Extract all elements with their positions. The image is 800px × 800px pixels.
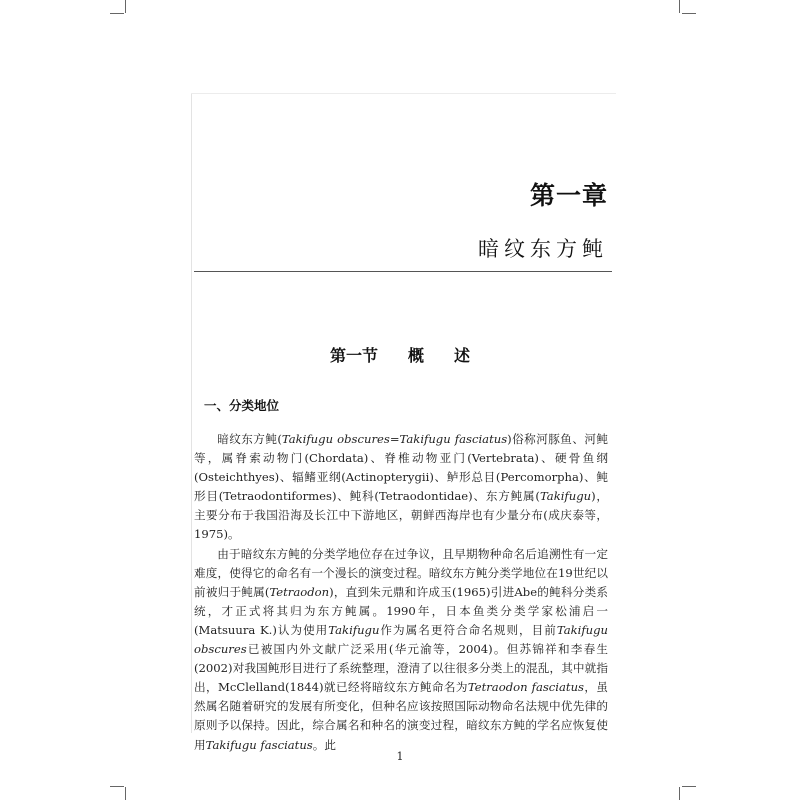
- section-title-part1: 概: [407, 346, 424, 365]
- section-number: 第一节: [329, 346, 378, 365]
- subsection-heading: 一、分类地位: [204, 398, 280, 413]
- paragraph: 暗纹东方鲀(Takifugu obscures=Takifugu fasciatus)俗称河豚鱼、河鲀等，属脊索动物门(Chordata)、脊椎动物亚门(Vertebrata)、硬骨鱼纲(Osteichthyes)、辐鳍亚纲(Actinopterygii)、鲈形总目(Percomorpha)、鲀形目(Tetraodontiformes)、鲀科(Tetraodontidae)、东方鲀属(Takifugu)，主要分布于我国沿海及长江中下游地区，朝鲜西海岸也有少量分布(成庆泰等，1975)。: [194, 432, 608, 542]
- paragraph: 由于暗纹东方鲀的分类学地位存在过争议，且早期物种命名后追溯性有一定难度，使得它的命名有一个漫长的演变过程。暗纹东方鲀分类学地位在19世纪以前被归于鲀属(Tetraodon)，直到朱元鼎和许成玉(1965)引进Abe的鲀科分类系统，才正式将其归为东方鲀属。1990年，日本鱼类分类学家松浦启一(Matsuura K.)认为使用Takifugu作为属名更符合命名规则，目前Takifugu obscures已被国内外文献广泛采用(华元渝等，2004)。但苏锦祥和李春生(2002)对我国鲀形目进行了系统整理，澄清了以往很多分类上的混乱，其中就指出，McClelland(1844)就已经将暗纹东方鲀命名为Tetraodon fasciatus，虽然属名随着研究的发展有所变化，但种名应该按照国际动物命名法规中优先律的原则予以保持。因此，综合属名和种名的演变过程，暗纹东方鲀的学名应恢复使用Takifugu fasciatus。此: [194, 546, 608, 752]
- chapter-title: 暗纹东方鲀: [478, 237, 608, 261]
- crop-mark-bottom-left-h: [110, 786, 124, 787]
- chapter-number: 第一章: [529, 181, 608, 210]
- crop-mark-bottom-right-v: [679, 787, 680, 800]
- page-number: 1: [396, 750, 404, 763]
- section-title: [0, 343, 800, 366]
- crop-mark-top-left-h: [110, 13, 124, 14]
- section-title-part2: 述: [454, 346, 471, 365]
- body-text: [194, 430, 608, 755]
- crop-mark-top-right-v: [679, 0, 680, 13]
- crop-mark-bottom-right-h: [682, 786, 696, 787]
- chapter-rule: [194, 271, 612, 272]
- page-edge-top: [191, 93, 616, 94]
- crop-mark-bottom-left-v: [125, 787, 126, 800]
- crop-mark-top-right-h: [682, 13, 696, 14]
- crop-mark-top-left-v: [125, 0, 126, 13]
- page-edge-left: [191, 93, 192, 733]
